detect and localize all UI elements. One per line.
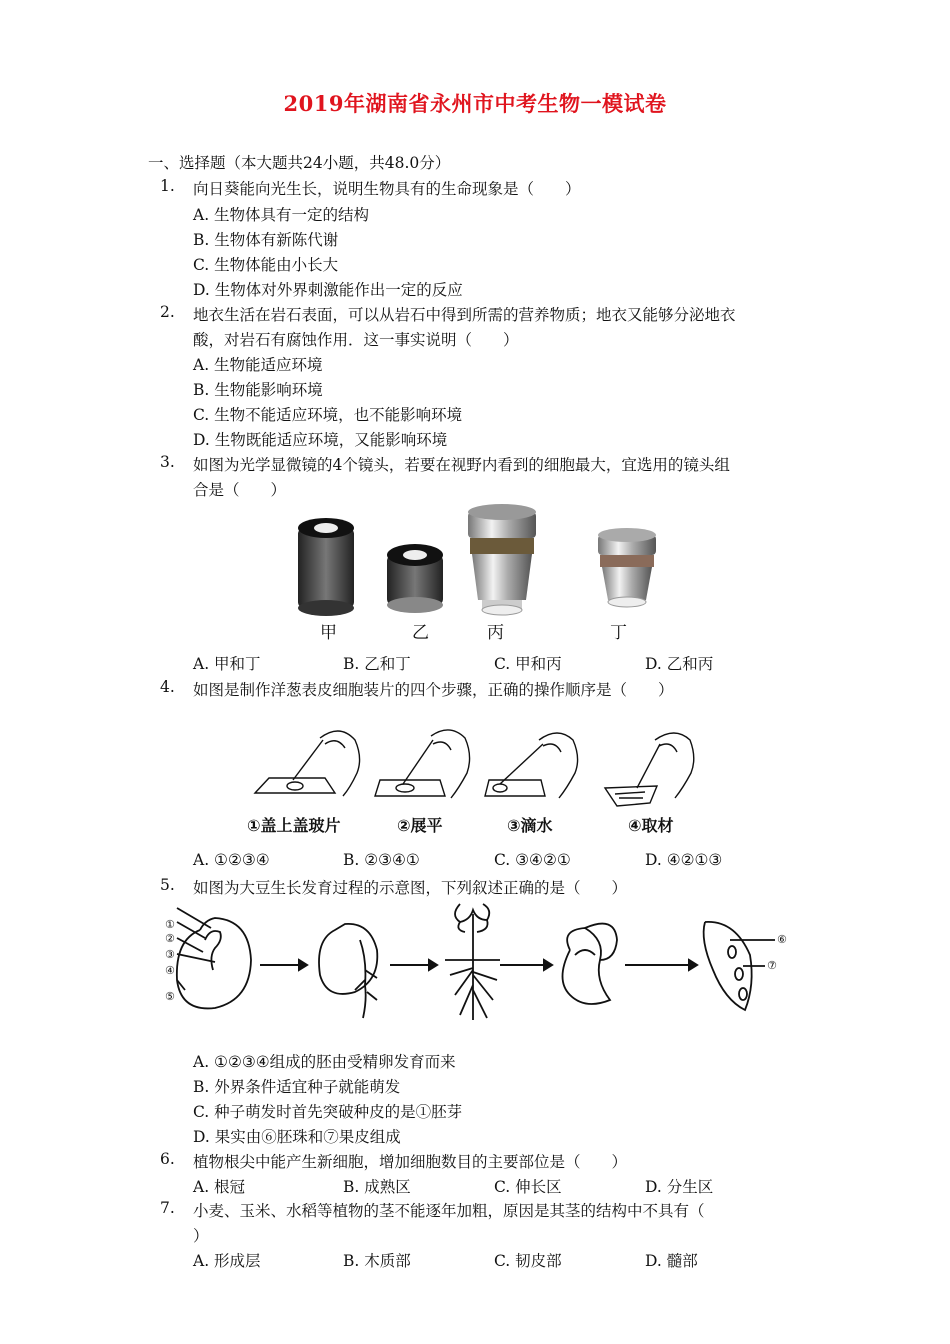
section-heading: 一、选择题（本大题共24小题，共48.0分）	[148, 154, 451, 172]
question-6-number: 6.	[160, 1150, 175, 1168]
question-1-option-d: D. 生物体对外界刺激能作出一定的反应	[193, 281, 463, 299]
question-6-option-c: C. 伸长区	[494, 1178, 562, 1196]
question-7-text-line1: 小麦、玉米、水稻等植物的茎不能逐年加粗，原因是其茎的结构中不具有（	[193, 1202, 705, 1220]
label-5: ⑤	[165, 990, 175, 1003]
step-label-flatten: ②展平	[397, 816, 443, 835]
question-2-option-c: C. 生物不能适应环境，也不能影响环境	[193, 406, 463, 424]
question-4-option-c: C. ③④②①	[494, 851, 571, 869]
lens-jia-eyepiece	[298, 518, 354, 616]
question-3-text-line2: 合是（ ）	[193, 481, 287, 499]
question-2-text-line1: 地衣生活在岩石表面，可以从岩石中得到所需的营养物质；地衣又能够分泌地衣	[193, 306, 736, 324]
slide-preparation-figure	[245, 718, 710, 843]
question-7-option-b: B. 木质部	[343, 1252, 411, 1270]
lens-label-jia: 甲	[320, 623, 337, 643]
question-4-option-d: D. ④②①③	[645, 851, 723, 869]
page-title: 2019年湖南省永州市中考生物一模试卷	[283, 91, 667, 116]
seedling-drawing	[445, 904, 500, 1020]
step-label-take-material: ④取材	[628, 816, 674, 835]
question-7-option-d: D. 髓部	[645, 1252, 698, 1270]
step-flatten-drawing	[375, 730, 470, 798]
step-label-cover-slip: ①盖上盖玻片	[247, 816, 341, 835]
flower-drawing	[563, 924, 618, 1004]
question-6-option-b: B. 成熟区	[343, 1178, 411, 1196]
lens-label-bing: 丙	[487, 623, 504, 643]
question-4-text: 如图是制作洋葱表皮细胞装片的四个步骤，正确的操作顺序是（ ）	[193, 681, 674, 699]
seed-drawing	[177, 908, 251, 1008]
question-7-number: 7.	[160, 1199, 175, 1217]
question-2-option-a: A. 生物能适应环境	[193, 356, 323, 374]
question-3-option-a: A. 甲和丁	[193, 655, 261, 673]
step-drop-water-drawing	[485, 733, 578, 798]
label-1: ①	[165, 918, 175, 931]
question-1-number: 1.	[160, 177, 175, 195]
question-4-option-a: A. ①②③④	[193, 851, 270, 869]
question-2-option-d: D. 生物既能适应环境，又能影响环境	[193, 431, 448, 449]
lens-label-yi: 乙	[412, 623, 429, 643]
microscope-lenses-figure	[290, 500, 670, 645]
question-2-option-b: B. 生物能影响环境	[193, 381, 323, 399]
question-5-number: 5.	[160, 876, 175, 894]
step-label-drop-water: ③滴水	[507, 816, 553, 835]
question-2-number: 2.	[160, 303, 175, 321]
question-1-option-c: C. 生物体能由小长大	[193, 256, 339, 274]
question-6-option-d: D. 分生区	[645, 1178, 714, 1196]
question-7-option-a: A. 形成层	[193, 1252, 261, 1270]
question-3-option-c: C. 甲和丙	[494, 655, 562, 673]
question-7-option-c: C. 韧皮部	[494, 1252, 562, 1270]
label-2: ②	[165, 932, 175, 945]
question-6-option-a: A. 根冠	[193, 1178, 246, 1196]
question-4-number: 4.	[160, 678, 175, 696]
question-1-option-a: A. 生物体具有一定的结构	[193, 206, 370, 224]
question-1-option-b: B. 生物体有新陈代谢	[193, 231, 339, 249]
lens-label-ding: 丁	[610, 623, 627, 643]
question-3-number: 3.	[160, 453, 175, 471]
question-4-option-b: B. ②③④①	[343, 851, 420, 869]
step-take-material-drawing	[605, 733, 694, 806]
soybean-development-figure	[155, 900, 800, 1025]
question-5-text: 如图为大豆生长发育过程的示意图，下列叙述正确的是（ ）	[193, 879, 628, 897]
question-2-text-line2: 酸，对岩石有腐蚀作用．这一事实说明（ ）	[193, 331, 519, 349]
question-6-text: 植物根尖中能产生新细胞，增加细胞数目的主要部位是（ ）	[193, 1153, 628, 1171]
question-3-option-d: D. 乙和丙	[645, 655, 714, 673]
lens-ding-objective	[598, 528, 656, 607]
label-4: ④	[165, 964, 175, 977]
lens-bing-objective	[468, 504, 536, 615]
question-5-option-a: A. ①②③④组成的胚由受精卵发育而来	[193, 1053, 456, 1071]
question-3-text-line1: 如图为光学显微镜的4个镜头，若要在视野内看到的细胞最大，宜选用的镜头组	[193, 456, 730, 474]
question-5-option-d: D. 果实由⑥胚珠和⑦果皮组成	[193, 1128, 401, 1146]
step-cover-slip-drawing	[255, 731, 360, 796]
germinating-seed-drawing	[319, 924, 377, 1018]
label-3: ③	[165, 948, 175, 961]
label-7: ⑦	[767, 959, 777, 972]
lens-yi-eyepiece	[387, 544, 443, 613]
question-5-option-c: C. 种子萌发时首先突破种皮的是①胚芽	[193, 1103, 463, 1121]
question-7-text-line2: ）	[193, 1227, 209, 1245]
question-1-text: 向日葵能向光生长，说明生物具有的生命现象是（ ）	[193, 180, 581, 198]
question-5-option-b: B. 外界条件适宜种子就能萌发	[193, 1078, 401, 1096]
label-6: ⑥	[777, 933, 787, 946]
pod-drawing	[704, 922, 775, 1010]
question-3-option-b: B. 乙和丁	[343, 655, 411, 673]
